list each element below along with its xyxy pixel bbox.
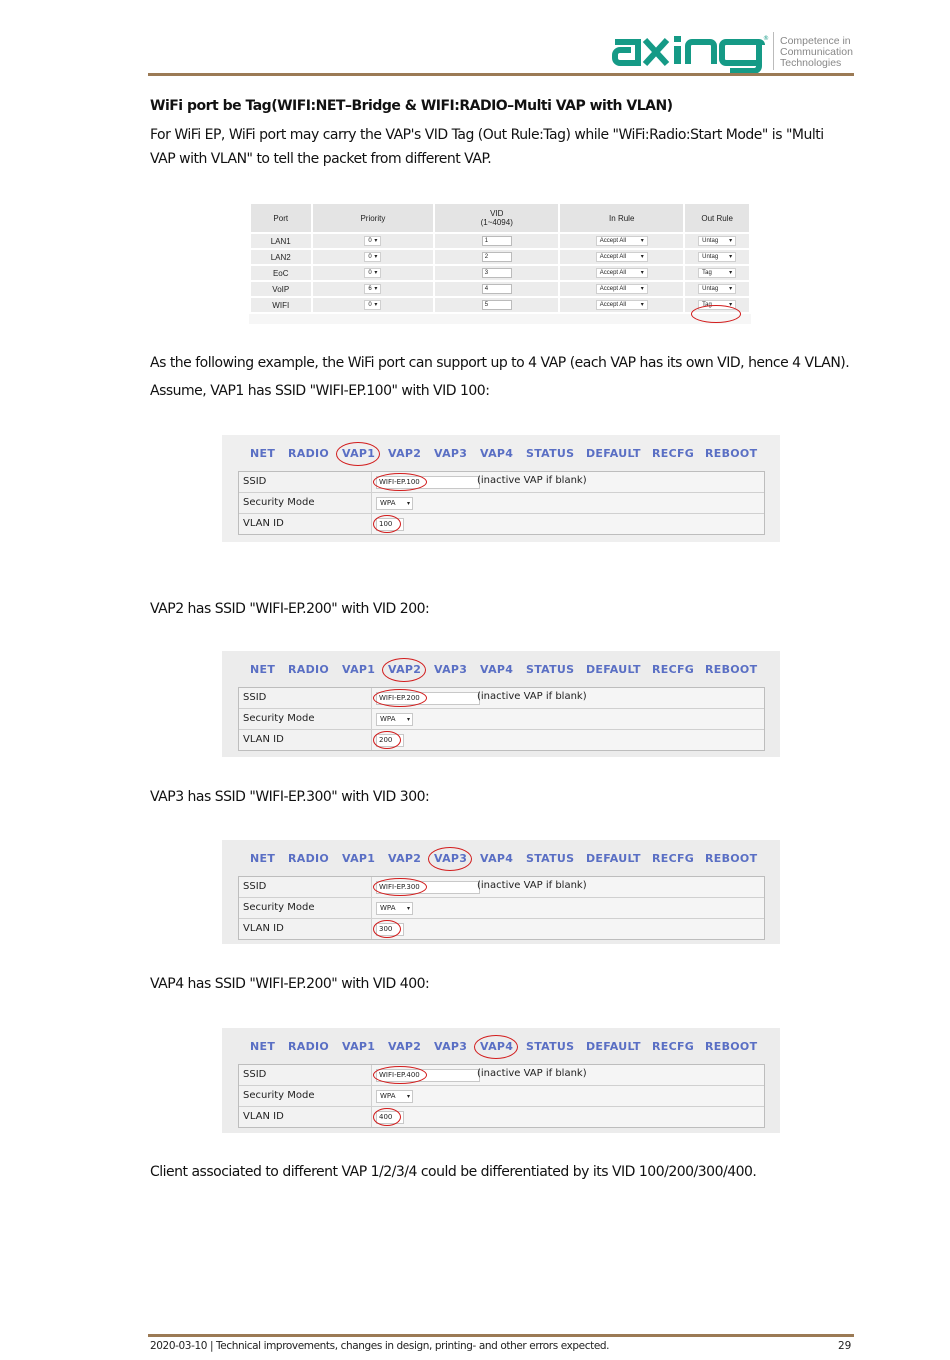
nav-vap3[interactable]: VAP3	[434, 1040, 468, 1053]
nav-recfg[interactable]: RECFG	[652, 447, 695, 460]
chevron-down-icon: ▾	[374, 254, 378, 260]
vlan-id-row	[239, 514, 764, 534]
vap-settings-table	[238, 471, 765, 535]
in-rule-value: Accept All	[599, 238, 627, 244]
in-rule-select[interactable]	[596, 268, 648, 278]
security-mode-row	[239, 709, 764, 730]
nav-vap2[interactable]: VAP2	[388, 663, 422, 676]
nav-vap4[interactable]: VAP4	[480, 1040, 514, 1053]
inactive-note: (inactive VAP if blank)	[477, 880, 587, 891]
header	[0, 0, 950, 80]
security-mode-label: Security Mode	[243, 902, 315, 913]
chevron-down-icon: ▾	[640, 254, 644, 260]
nav-recfg[interactable]: RECFG	[652, 663, 695, 676]
inactive-note: (inactive VAP if blank)	[477, 475, 587, 486]
nav-vap1[interactable]: VAP1	[342, 852, 376, 865]
highlight-ellipse	[373, 731, 401, 749]
priority-value: 0	[368, 270, 372, 276]
nav-reboot[interactable]: REBOOT	[705, 663, 758, 676]
out-rule-select[interactable]	[698, 268, 736, 278]
vap-settings-table	[238, 687, 765, 751]
highlight-ellipse	[382, 658, 426, 682]
table-row	[250, 233, 750, 249]
nav-status[interactable]: STATUS	[526, 663, 575, 676]
highlight-ellipse	[336, 442, 380, 466]
col-vid-range: (1~4094)	[480, 218, 513, 227]
logo-divider	[773, 32, 774, 70]
highlight-ellipse	[373, 920, 401, 938]
chevron-down-icon: ▾	[374, 302, 378, 308]
col-port: Port	[250, 203, 312, 233]
intro-line-1: For WiFi EP, WiFi port may carry the VAP's VID Tag (Out Rule:Tag) while "WiFi:Radio:Start Mode" is "Multi	[150, 127, 824, 143]
col-vid	[434, 203, 559, 233]
closing-line: Client associated to different VAP 1/2/3/4 could be differentiated by its VID 100/200/300/400.	[150, 1164, 757, 1180]
in-rule-select[interactable]	[596, 300, 648, 310]
in-rule-select[interactable]	[596, 284, 648, 294]
chevron-down-icon: ▾	[640, 238, 644, 244]
ssid-input[interactable]: WIFI-EP.300	[376, 881, 480, 894]
nav-recfg[interactable]: RECFG	[652, 1040, 695, 1053]
chevron-down-icon: ▾	[640, 302, 644, 308]
footer-text: 2020-03-10 | Technical improvements, changes in design, printing- and other errors expected.	[150, 1340, 610, 1352]
port-name: LAN2	[250, 249, 312, 265]
in-rule-value: Accept All	[599, 270, 627, 276]
vid-input[interactable]: 4	[482, 284, 512, 294]
security-mode-value: WPA	[380, 1092, 396, 1100]
highlight-ellipse	[428, 847, 472, 871]
page-number: 29	[838, 1340, 852, 1352]
port-name: VoIP	[250, 281, 312, 297]
nav-net[interactable]: NET	[250, 447, 276, 460]
svg-text:®: ®	[763, 35, 769, 42]
security-mode-select[interactable]	[376, 902, 413, 915]
security-mode-row	[239, 898, 764, 919]
security-mode-label: Security Mode	[243, 1090, 315, 1101]
vap2-config-panel	[222, 651, 780, 757]
chevron-down-icon: ▾	[374, 270, 378, 276]
highlight-ellipse	[373, 473, 427, 491]
ssid-label: SSID	[243, 1069, 267, 1080]
vid-input[interactable]: 5	[482, 300, 512, 310]
section-title: WiFi port be Tag(WIFI:NET–Bridge & WIFI:RADIO–Multi VAP with VLAN)	[150, 98, 673, 114]
security-mode-value: WPA	[380, 715, 396, 723]
nav-vap1[interactable]: VAP1	[342, 447, 376, 460]
chevron-down-icon: ▾	[729, 270, 733, 276]
col-priority: Priority	[312, 203, 435, 233]
highlight-ellipse	[373, 689, 427, 707]
nav-status[interactable]: STATUS	[526, 447, 575, 460]
nav-net[interactable]: NET	[250, 1040, 276, 1053]
vid-input[interactable]: 3	[482, 268, 512, 278]
nav-vap4[interactable]: VAP4	[480, 447, 514, 460]
in-rule-value: Accept All	[599, 254, 627, 260]
axing-logo-mark	[612, 26, 770, 74]
highlight-ellipse	[373, 878, 427, 896]
nav-vap2[interactable]: VAP2	[388, 852, 422, 865]
port-vlan-table-figure	[249, 202, 751, 324]
out-rule-value: Untag	[702, 286, 719, 292]
vap-settings-table	[238, 1064, 765, 1128]
vlan-id-row	[239, 1107, 764, 1127]
chevron-down-icon: ▾	[374, 286, 378, 292]
vap3-config-panel	[222, 840, 780, 944]
security-mode-select[interactable]	[376, 497, 413, 510]
example-line-1: As the following example, the WiFi port can support up to 4 VAP (each VAP has its own VID, hence 4 VLAN).	[150, 355, 850, 371]
in-rule-select[interactable]	[596, 252, 648, 262]
top-nav	[222, 840, 780, 876]
chevron-down-icon: ▾	[406, 905, 410, 912]
chevron-down-icon: ▾	[729, 238, 733, 244]
out-rule-value: Tag	[702, 302, 712, 308]
ssid-input[interactable]: WIFI-EP.100	[376, 476, 480, 489]
nav-radio[interactable]: RADIO	[288, 447, 330, 460]
nav-reboot[interactable]: REBOOT	[705, 852, 758, 865]
intro-line-2: VAP with VLAN" to tell the packet from different VAP.	[150, 151, 492, 167]
priority-select[interactable]	[364, 252, 381, 262]
nav-vap3[interactable]: VAP3	[434, 663, 468, 676]
nav-net[interactable]: NET	[250, 663, 276, 676]
priority-select[interactable]	[364, 268, 381, 278]
axing-logo	[612, 26, 770, 74]
chevron-down-icon: ▾	[640, 286, 644, 292]
chevron-down-icon: ▾	[406, 716, 410, 723]
table-row	[250, 297, 750, 313]
vlan-id-row	[239, 730, 764, 750]
ssid-label: SSID	[243, 476, 267, 487]
chevron-down-icon: ▾	[729, 302, 733, 308]
chevron-down-icon: ▾	[729, 286, 733, 292]
table-row	[250, 281, 750, 297]
nav-default[interactable]: DEFAULT	[586, 663, 641, 676]
vlan-id-label: VLAN ID	[243, 518, 284, 529]
inactive-note: (inactive VAP if blank)	[477, 691, 587, 702]
vap3-caption: VAP3 has SSID "WIFI-EP.300" with VID 300:	[150, 789, 430, 805]
col-in-rule: In Rule	[559, 203, 684, 233]
nav-radio[interactable]: RADIO	[288, 1040, 330, 1053]
nav-net[interactable]: NET	[250, 852, 276, 865]
nav-recfg[interactable]: RECFG	[652, 852, 695, 865]
in-rule-value: Accept All	[599, 286, 627, 292]
priority-select[interactable]	[364, 300, 381, 310]
security-mode-value: WPA	[380, 904, 396, 912]
nav-reboot[interactable]: REBOOT	[705, 447, 758, 460]
ssid-label: SSID	[243, 881, 267, 892]
ssid-label: SSID	[243, 692, 267, 703]
footer-rule	[148, 1334, 854, 1337]
in-rule-select[interactable]	[596, 236, 648, 246]
nav-status[interactable]: STATUS	[526, 852, 575, 865]
nav-vap2[interactable]: VAP2	[388, 447, 422, 460]
highlight-ellipse	[474, 1035, 518, 1059]
ssid-input[interactable]: WIFI-EP.400	[376, 1069, 480, 1082]
example-line-2: Assume, VAP1 has SSID "WIFI-EP.100" with VID 100:	[150, 383, 490, 399]
vap1-config-panel	[222, 435, 780, 542]
out-rule-select[interactable]	[698, 252, 736, 262]
vap4-config-panel	[222, 1028, 780, 1133]
priority-value: 0	[368, 254, 372, 260]
vid-input[interactable]: 2	[482, 252, 512, 262]
nav-reboot[interactable]: REBOOT	[705, 1040, 758, 1053]
security-mode-select[interactable]	[376, 1090, 413, 1103]
ssid-row	[239, 472, 764, 493]
out-rule-value: Untag	[702, 238, 719, 244]
logo-tagline	[780, 36, 853, 69]
priority-select[interactable]	[364, 236, 381, 246]
nav-vap2[interactable]: VAP2	[388, 1040, 422, 1053]
out-rule-value: Tag	[702, 270, 712, 276]
chevron-down-icon: ▾	[374, 238, 378, 244]
nav-vap4[interactable]: VAP4	[480, 663, 514, 676]
priority-select[interactable]	[364, 284, 381, 294]
nav-status[interactable]: STATUS	[526, 1040, 575, 1053]
out-rule-select[interactable]	[698, 236, 736, 246]
inactive-note: (inactive VAP if blank)	[477, 1068, 587, 1079]
ssid-input[interactable]: WIFI-EP.200	[376, 692, 480, 705]
port-name: WIFI	[250, 297, 312, 313]
col-out-rule: Out Rule	[684, 203, 750, 233]
top-nav	[222, 435, 780, 471]
vlan-id-input[interactable]: 400	[376, 1111, 404, 1124]
priority-value: 0	[368, 238, 372, 244]
priority-value: 6	[368, 286, 372, 292]
vap2-caption: VAP2 has SSID "WIFI-EP.200" with VID 200:	[150, 601, 430, 617]
nav-default[interactable]: DEFAULT	[586, 852, 641, 865]
highlight-ellipse	[373, 1108, 401, 1126]
security-mode-value: WPA	[380, 499, 396, 507]
vap-settings-table	[238, 876, 765, 940]
security-mode-label: Security Mode	[243, 713, 315, 724]
table-row	[250, 265, 750, 281]
tagline-line: Competence in	[780, 35, 851, 47]
ssid-row	[239, 688, 764, 709]
in-rule-value: Accept All	[599, 302, 627, 308]
top-nav	[222, 1028, 780, 1064]
ssid-row	[239, 1065, 764, 1086]
col-vid-label: VID	[490, 209, 504, 218]
tagline-line: Communication	[780, 46, 853, 58]
nav-vap1[interactable]: VAP1	[342, 663, 376, 676]
header-rule	[148, 73, 854, 76]
nav-default[interactable]: DEFAULT	[586, 447, 641, 460]
vlan-id-label: VLAN ID	[243, 1111, 284, 1122]
out-rule-select[interactable]	[698, 284, 736, 294]
port-vlan-table	[249, 202, 751, 314]
out-rule-value: Untag	[702, 254, 719, 260]
vlan-id-label: VLAN ID	[243, 923, 284, 934]
highlight-ellipse	[691, 305, 741, 323]
priority-value: 0	[368, 302, 372, 308]
vlan-id-label: VLAN ID	[243, 734, 284, 745]
vlan-id-input[interactable]: 200	[376, 734, 404, 747]
highlight-ellipse	[373, 515, 401, 533]
nav-radio[interactable]: RADIO	[288, 663, 330, 676]
table-row	[250, 249, 750, 265]
vid-input[interactable]: 1	[482, 236, 512, 246]
security-mode-row	[239, 493, 764, 514]
highlight-ellipse	[373, 1066, 427, 1084]
nav-vap4[interactable]: VAP4	[480, 852, 514, 865]
security-mode-select[interactable]	[376, 713, 413, 726]
vlan-id-input[interactable]: 300	[376, 923, 404, 936]
nav-radio[interactable]: RADIO	[288, 852, 330, 865]
nav-vap3[interactable]: VAP3	[434, 447, 468, 460]
port-name: LAN1	[250, 233, 312, 249]
security-mode-label: Security Mode	[243, 497, 315, 508]
vlan-id-row	[239, 919, 764, 939]
chevron-down-icon: ▾	[406, 1093, 410, 1100]
vap4-caption: VAP4 has SSID "WIFI-EP.200" with VID 400:	[150, 976, 430, 992]
nav-vap1[interactable]: VAP1	[342, 1040, 376, 1053]
security-mode-row	[239, 1086, 764, 1107]
tagline-line: Technologies	[780, 57, 842, 69]
chevron-down-icon: ▾	[406, 500, 410, 507]
port-name: EoC	[250, 265, 312, 281]
nav-default[interactable]: DEFAULT	[586, 1040, 641, 1053]
top-nav	[222, 651, 780, 687]
chevron-down-icon: ▾	[729, 254, 733, 260]
vlan-id-input[interactable]: 100	[376, 518, 404, 531]
ssid-row	[239, 877, 764, 898]
nav-vap3[interactable]: VAP3	[434, 852, 468, 865]
chevron-down-icon: ▾	[640, 270, 644, 276]
